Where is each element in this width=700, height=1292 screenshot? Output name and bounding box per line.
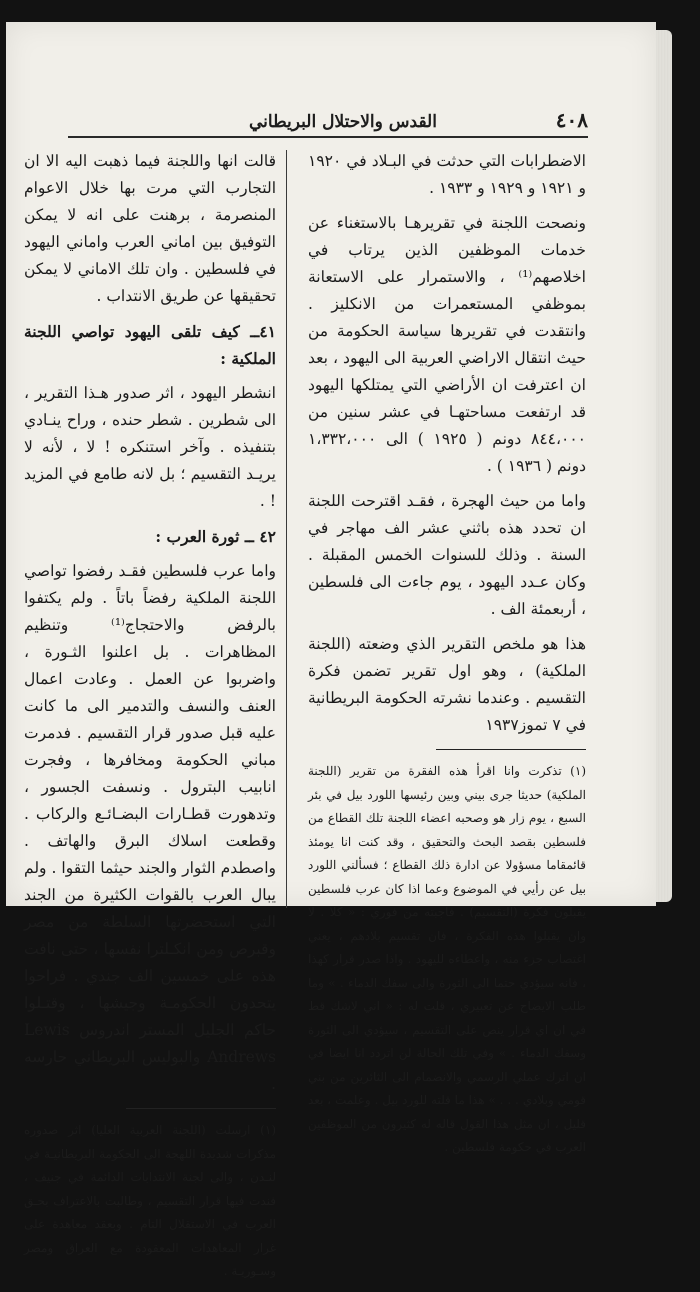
running-title: القدس والاحتلال البريطاني bbox=[249, 112, 437, 132]
page-header bbox=[68, 88, 588, 138]
paragraph: هذا هو ملخص التقرير الذي وضعته (اللجنة الملكية) ، وهو اول تقرير تضمن فكرة التقسيم . وعندما نشرته الحكومة البريطانية في ٧ تموز١٩٣٧ bbox=[308, 635, 586, 734]
section-heading: ٤٢ ــ ثورة العرب : bbox=[155, 527, 276, 546]
paragraph: انشطر اليهود ، اثر صدور هـذا التقرير ، الى شطرين . شطر حنده ، وراح ينـادي بتنفيذه . وآخر استنكره ! لا ، لأنه لا يريـد التقسيم ؛ بل لانه طامع في المزيد ! . bbox=[24, 384, 276, 510]
right-column bbox=[308, 148, 586, 1168]
footnote: (١) تذكرت وانا اقرأ هذه الفقرة من تقرير (اللجنة الملكية) حديثا جرى بيني وبين رئيسها اللورد بيل في بئر السبع ، يوم زار هو وصحبه اعضاء اللجنة تلك القطاع من فلسطين بقصد البحث والتحقيق ، وقد كنت انا يومئذ قائمقاما مسؤولا عن ادارة ذلك القطاع ؛ فسألني اللورد بيل عن رأيي في الموضوع وعما اذا كان عرب فلسطين يقبلون فكرة (التقسيم) . فاجبته من فوري : « كلا . لا وان يقبلوا هذه الفكرة ، فان تقسيم بلادهم ، يعني اغتصاب جزء منه ، واعطاءه لليهود . واذا صدر قرار كهذا ، فانه سيؤدي حتما الى الثورة والى سفك الدماء . » وما طلب الايضاح عن تعبيري ، قلت له : « اني لاشك قط في ان اي قرار ينص على التقسيم ، سيؤدي الى الثورة وسفك الدماء . » وفي تلك الحالة لن اتردد انا ايضا في ان اترك عملي الرسمي والانضمام الى الثائرين من بني قومي وبلادي . . . » هذا ما قلته للورد بيل . وعلمت ، بعد قليل ، ان مثل هذا القول قاله له كثيرون من الموظفين العرب في حكومة فلسطين . bbox=[308, 764, 586, 1154]
left-column bbox=[24, 148, 276, 1292]
paragraph: الاضطرابات التي حدثت في البـلاد في ١٩٢٠ و ١٩٢١ و ١٩٢٩ و ١٩٣٣ . bbox=[308, 152, 586, 197]
footnote-rule bbox=[126, 1108, 276, 1109]
paragraph: واما عرب فلسطين فقـد رفضوا تواصي اللجنة الملكية رفضاً باتاً . ولم يكتفوا بالرفض والاحتجاج⁽¹⁾ وتنظيم المظاهرات . بل اعلنوا الثـورة ، واضربوا عن العمل . وعادت اعمال العنف والنسف والتدمير الى ما كانت عليه قبل صدور قرار التقسيم . فدمرت مباني الحكومة ومخافرها ، وفجرت انابيب البترول . ونسفت الجسور ، وتدهورت قطـارات البضـائـع والركاب . وقطعت اسلاك البرق والهاتف . واصطدم الثوار والجند حيثما التقوا . ولم يبال العرب بالقوات الكثيرة من الجند التي استحضرتها السلطة من مصر وقبرص ومن انكـلترا نفسها ، حتى نافت هذه على خمسين الف جندي . فراحوا يتحدون الحكومـة وجيشها ، وقتـلوا حاكم الجليل المستر اندروس Lewis Andrews والبوليس البريطاني حارسه . bbox=[24, 562, 276, 1093]
paragraph: قالت انها واللجنة فيما ذهبت اليه الا ان التجارب التي مرت بها خلال الاعوام المنصرمة ، برهنت على انه لا يمكن التوفيق بين اماني العرب واماني اليهود في فلسطين . وان تلك الاماني لا يمكن تحقيقها عن طريق الانتداب . bbox=[24, 152, 276, 305]
paragraph: ونصحت اللجنة في تقريرهـا بالاستغناء عن خدمات الموظفين الذين يرتاب في اخلاصهم⁽¹⁾ ، والاستمرار على الاستعانة بموظفي المستعمرات من الانكليز . وانتقدت في تقريرها سياسة الحكومة من حيث انتقال الاراضي العربية الى اليهود ، بعد ان اعترفت ان الأراضي التي يمتلكها اليهود قد ارتفعت مساحتهـا في عشر سنين من ٨٤٤،٠٠٠ دونم ( ١٩٢٥ ) الى ١،٣٣٢،٠٠٠ دونم ( ١٩٣٦ ) . bbox=[308, 214, 586, 475]
column-divider bbox=[286, 150, 287, 908]
book-page bbox=[6, 22, 656, 1278]
footnote-rule bbox=[436, 749, 586, 750]
section-heading: ٤١ــ كيف تلقى اليهود تواصي اللجنة الملكية : bbox=[24, 322, 276, 368]
paragraph: واما من حيث الهجرة ، فقـد اقترحت اللجنة ان تحدد هذه باثني عشر الف مهاجر في السنة . وذلك للسنوات الخمس المقبلة . وكان عـدد اليهود ، يوم جاءت الى فلسطين ، أربعمئة الف . bbox=[308, 492, 586, 618]
footnote: (١) ارسلت (اللجنة العربية العليا) اثر صدوره مذكرات شديدة اللهجة الى الحكومة البريطانيـة في لنـدن ، والى لجنة الانتدابات الدائمة في جنيف ، فندت فيها قرار التقسيم ، وطالبت بالاعتراف بحـق العرب في الاستقلال التام . وبعقد معاهدة على غرار المعاهدات المعقودة مع العراق ومصر وسـوريـة . bbox=[24, 1123, 276, 1278]
page-number: ٤٠٨ bbox=[555, 108, 588, 132]
